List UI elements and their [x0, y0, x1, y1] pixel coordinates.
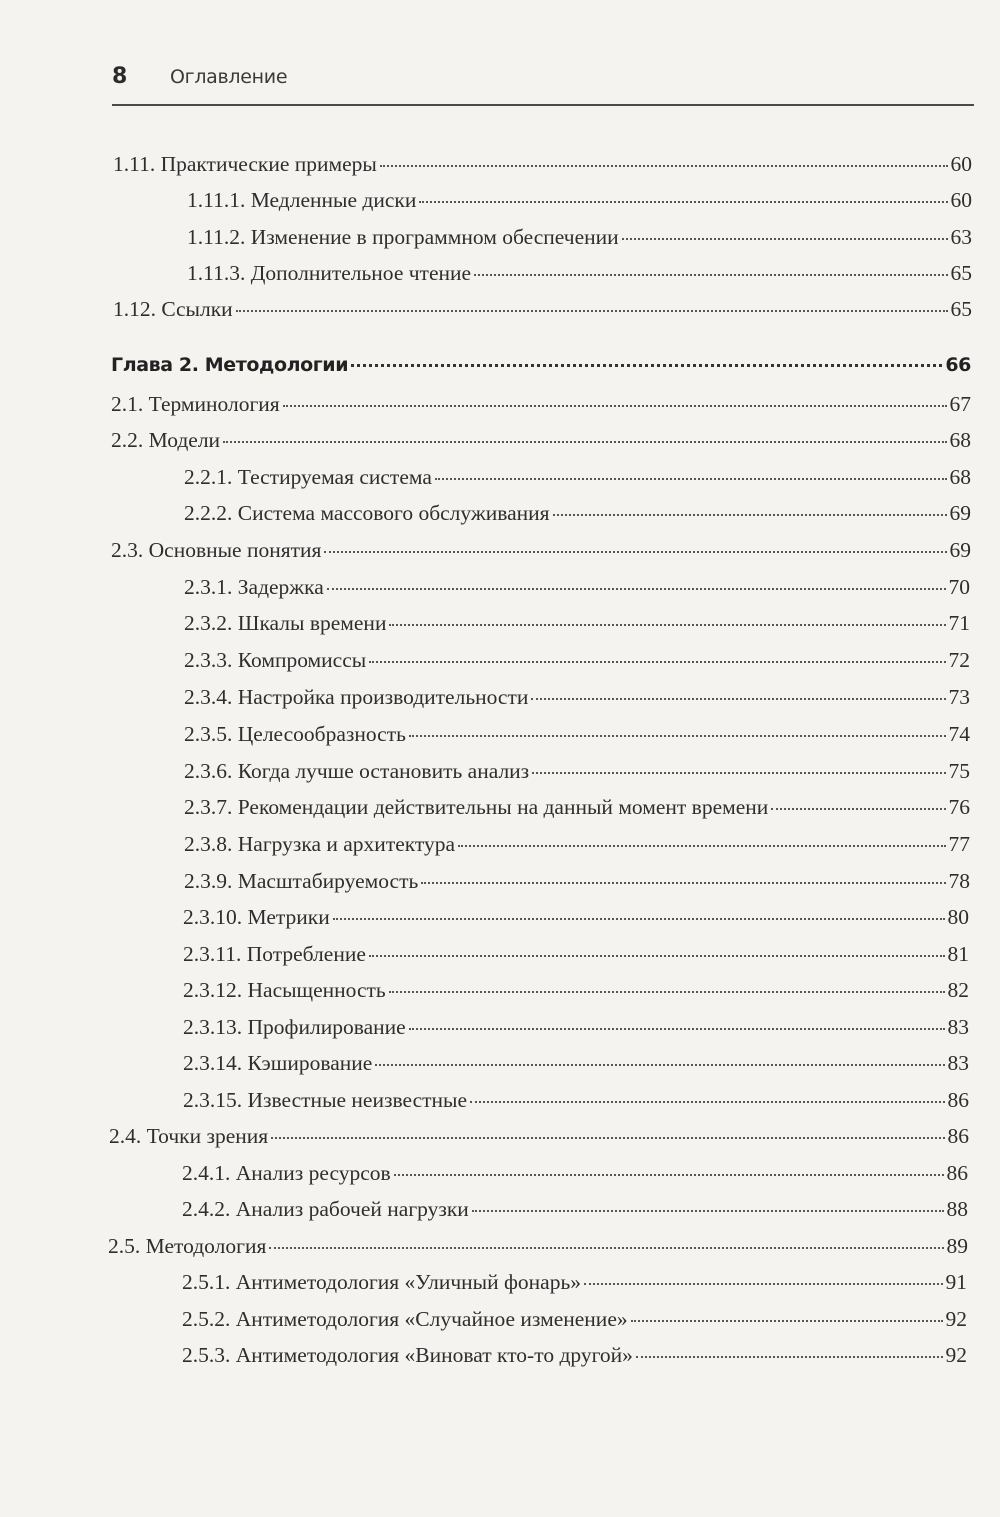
toc-entry[interactable]	[111, 392, 971, 417]
toc-entry-page: 86	[947, 1124, 969, 1148]
toc-entry[interactable]	[187, 225, 972, 250]
toc-entry-title: 1.11.2. Изменение в программном обеспечении	[187, 225, 619, 249]
dot-leader	[375, 1064, 944, 1066]
toc-entry-title: 2.3.3. Компромиссы	[184, 648, 367, 672]
toc-entry-title: 2.2.2. Система массового обслуживания	[184, 501, 550, 525]
dot-leader	[622, 238, 948, 240]
toc-entry-title: 2.3.15. Известные неизвестные	[183, 1088, 468, 1112]
toc-entry-page: 89	[946, 1234, 968, 1258]
dot-leader	[269, 1247, 943, 1249]
dot-leader	[324, 551, 946, 553]
toc-entry[interactable]	[184, 465, 971, 490]
dot-leader	[351, 364, 942, 367]
toc-entry-title: 2.3.11. Потребление	[183, 942, 366, 966]
toc-entry-page: 68	[949, 465, 971, 489]
toc-entry-title: 2.3.14. Кэширование	[183, 1051, 373, 1075]
toc-entry[interactable]	[182, 1270, 967, 1295]
dot-leader	[532, 772, 945, 774]
toc-entry-title: 2.3.10. Метрики	[183, 905, 330, 929]
toc-entry-page: 70	[948, 575, 970, 599]
dot-leader	[470, 1101, 944, 1103]
toc-entry[interactable]	[113, 297, 972, 322]
toc-entry-page: 73	[948, 685, 970, 709]
toc-entry-page: 82	[947, 978, 969, 1002]
toc-entry[interactable]	[184, 501, 971, 526]
toc-entry[interactable]	[183, 1051, 969, 1076]
dot-leader	[369, 955, 945, 957]
dot-leader	[531, 698, 945, 700]
toc-chapter-entry[interactable]	[111, 354, 971, 376]
toc-entry-page: 88	[946, 1197, 968, 1221]
toc-entry[interactable]	[182, 1197, 968, 1222]
dot-leader	[369, 661, 945, 663]
toc-entry-page: 66	[945, 354, 971, 376]
dot-leader	[421, 882, 945, 884]
toc-entry-page: 76	[948, 795, 970, 819]
toc-entry-page: 63	[950, 225, 972, 249]
dot-leader	[380, 165, 948, 167]
toc-entry-page: 60	[950, 152, 972, 176]
toc-entry-title: 2.3.12. Насыщенность	[183, 978, 386, 1002]
toc-entry[interactable]	[184, 795, 970, 820]
toc-entry[interactable]	[108, 1234, 968, 1259]
toc-entry-title: 2.4.2. Анализ рабочей нагрузки	[182, 1197, 469, 1221]
toc-entry-page: 68	[949, 428, 971, 452]
dot-leader	[771, 808, 945, 810]
dot-leader	[636, 1356, 943, 1358]
toc-entry-title: 2.4. Точки зрения	[109, 1124, 269, 1148]
dot-leader	[474, 274, 947, 276]
toc-entry-page: 83	[947, 1015, 969, 1039]
dot-leader	[327, 588, 946, 590]
toc-entry[interactable]	[184, 648, 970, 673]
toc-entry-title: 2.5.3. Антиметодология «Виноват кто-то другой»	[182, 1343, 633, 1367]
toc-entry[interactable]	[111, 428, 971, 453]
toc-entry[interactable]	[187, 188, 972, 213]
toc-entry-page: 75	[948, 759, 970, 783]
toc-entry[interactable]	[113, 152, 972, 177]
dot-leader	[458, 845, 945, 847]
toc-entry-title: 2.3.13. Профилирование	[183, 1015, 406, 1039]
running-title: Оглавление	[170, 66, 288, 88]
toc-entry-page: 60	[950, 188, 972, 212]
toc-entry-title: 1.11.1. Медленные диски	[187, 188, 417, 212]
toc-entry-page: 67	[949, 392, 971, 416]
toc-entry[interactable]	[184, 685, 970, 710]
toc-entry-page: 91	[945, 1270, 967, 1294]
toc-entry-page: 69	[949, 538, 971, 562]
toc-entry-page: 92	[945, 1343, 967, 1367]
page-number: 8	[112, 64, 128, 89]
dot-leader	[283, 405, 947, 407]
toc-entry[interactable]	[182, 1343, 967, 1368]
toc-entry[interactable]	[184, 575, 970, 600]
toc-entry-title: 1.11. Практические примеры	[113, 152, 377, 176]
dot-leader	[236, 310, 948, 312]
dot-leader	[631, 1320, 943, 1322]
toc-entry-page: 65	[950, 261, 972, 285]
toc-entry-title: 2.3.4. Настройка производительности	[184, 685, 529, 709]
dot-leader	[584, 1283, 942, 1285]
toc-entry[interactable]	[182, 1161, 968, 1186]
toc-entry-page: 86	[946, 1161, 968, 1185]
toc-entry[interactable]	[187, 261, 972, 286]
toc-entry-page: 86	[947, 1088, 969, 1112]
toc-entry-title: 2.5. Методология	[108, 1234, 267, 1258]
toc-entry-title: 2.3.7. Рекомендации действительны на данный момент времени	[184, 795, 769, 819]
toc-entry-page: 77	[948, 832, 970, 856]
toc-entry-title: 2.5.1. Антиметодология «Уличный фонарь»	[182, 1270, 582, 1294]
toc-entry-title: Глава 2. Методологии	[111, 354, 349, 376]
toc-entry-page: 69	[949, 501, 971, 525]
toc-entry[interactable]	[183, 942, 969, 967]
toc-entry-title: 2.5.2. Антиметодология «Случайное изменение»	[182, 1307, 628, 1331]
toc-entry[interactable]	[183, 1088, 969, 1113]
dot-leader	[409, 735, 946, 737]
dot-leader	[553, 514, 947, 516]
toc-entry-page: 71	[948, 611, 970, 635]
toc-entry[interactable]	[184, 759, 970, 784]
toc-entry[interactable]	[184, 832, 970, 857]
toc-entry-page: 80	[947, 905, 969, 929]
dot-leader	[389, 991, 945, 993]
toc-entry-page: 65	[950, 297, 972, 321]
toc-entry-title: 2.3.2. Шкалы времени	[184, 611, 387, 635]
toc-entry[interactable]	[111, 538, 971, 563]
toc-entry-page: 81	[947, 942, 969, 966]
dot-leader	[271, 1137, 944, 1139]
toc-entry[interactable]	[182, 1307, 967, 1332]
toc-entry[interactable]	[184, 611, 970, 636]
dot-leader	[333, 918, 945, 920]
toc-entry[interactable]	[183, 978, 969, 1003]
toc-entry[interactable]	[109, 1124, 969, 1149]
toc-entry[interactable]	[184, 869, 970, 894]
toc-entry-title: 2.2. Модели	[111, 428, 221, 452]
toc-entry-title: 1.12. Ссылки	[113, 297, 233, 321]
dot-leader	[223, 441, 946, 443]
toc-entry-page: 92	[945, 1307, 967, 1331]
toc-entry[interactable]	[183, 905, 969, 930]
toc-entry-page: 78	[948, 869, 970, 893]
toc-entry[interactable]	[183, 1015, 969, 1040]
toc-entry[interactable]	[184, 722, 970, 747]
dot-leader	[435, 478, 947, 480]
toc-entry-title: 2.1. Терминология	[111, 392, 280, 416]
toc-entry-title: 2.4.1. Анализ ресурсов	[182, 1161, 391, 1185]
toc-entry-title: 2.2.1. Тестируемая система	[184, 465, 432, 489]
toc-entry-title: 2.3. Основные понятия	[111, 538, 322, 562]
toc-entry-title: 2.3.8. Нагрузка и архитектура	[184, 832, 456, 856]
toc-entry-title: 2.3.5. Целесообразность	[184, 722, 406, 746]
toc-entry-page: 72	[948, 648, 970, 672]
toc-entry-title: 2.3.1. Задержка	[184, 575, 324, 599]
dot-leader	[472, 1210, 944, 1212]
toc-entry-title: 2.3.9. Масштабируемость	[184, 869, 419, 893]
dot-leader	[394, 1174, 944, 1176]
dot-leader	[389, 624, 945, 626]
dot-leader	[419, 201, 947, 203]
toc-entry-title: 1.11.3. Дополнительное чтение	[187, 261, 472, 285]
toc-entry-title: 2.3.6. Когда лучше остановить анализ	[184, 759, 530, 783]
dot-leader	[409, 1028, 945, 1030]
toc-entry-page: 83	[947, 1051, 969, 1075]
toc-entry-page: 74	[948, 722, 970, 746]
